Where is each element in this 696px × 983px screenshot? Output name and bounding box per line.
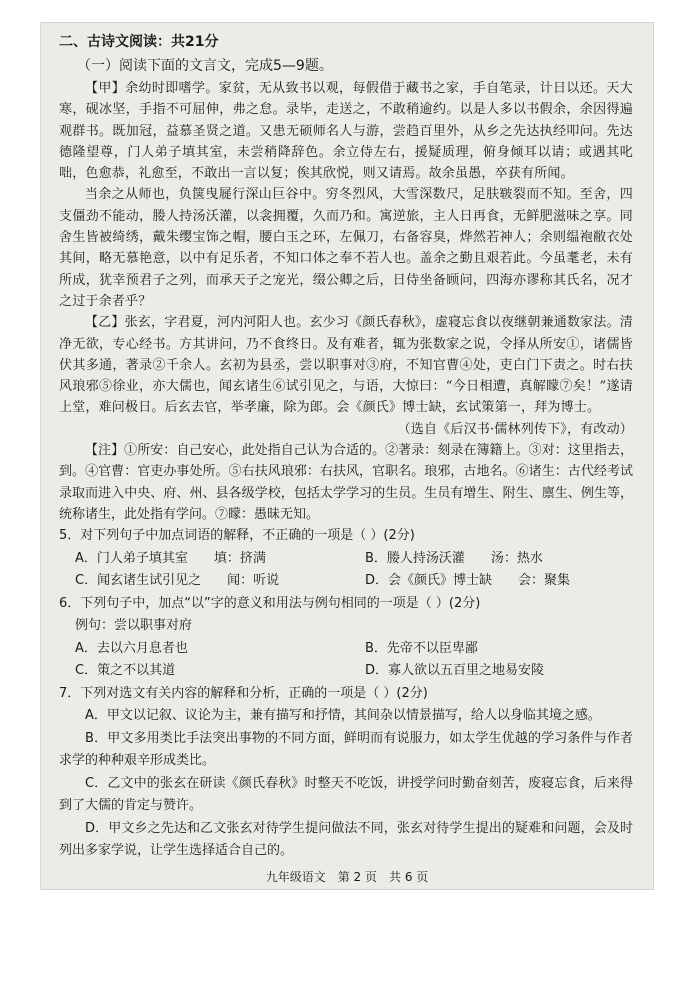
option-b: B．媵人持汤沃灌 汤：热水 (365, 550, 543, 566)
option-c: C．乙文中的张玄在研读《颜氏春秋》时整天不吃饭，讲授学问时勤奋刻苦，废寝忘食，后来得到了大儒的肯定与赞许。 (59, 775, 633, 814)
question-5-stem: 5．对下列句子中加点词语的解释，不正确的一项是（ ）(2分) (59, 528, 415, 544)
option-d: D．甲文乡之先达和乙文张玄对待学生提问做法不同，张玄对待学生提出的疑难和问题，会及时列出多家学说，让学生选择适合自己的。 (59, 820, 633, 859)
question-7 (59, 683, 633, 863)
passage-yi (59, 312, 633, 440)
subsection-instruction: （一）阅读下面的文言文，完成5—9题。 (77, 58, 333, 74)
option-c: C．策之不以其道 (75, 663, 176, 679)
page-footer: 九年级语文 第 2 页 共 6 页 (265, 870, 429, 884)
option-d: D．寡人欲以五百里之地易安陵 (365, 663, 545, 679)
option-a: A．去以六月息者也 (75, 640, 188, 656)
passage-jia (59, 78, 633, 312)
exam-page (40, 22, 654, 890)
passage-jia-paragraph-1: 【甲】余幼时即嗜学。家贫，无从致书以观，每假借于藏书之家，手自笔录，计日以还。天大寒，砚冰坚，手指不可屈伸，弗之怠。录毕，走送之，不敢稍逾约。以是人多以书假余，余因得遍观群书。既加冠，益慕圣贤之道。又患无硕师名人与游，尝趋百里外，从乡之先达执经叩问。先达德隆望尊，门人弟子填其室，未尝稍降辞色。余立侍左右，援疑质理，俯身倾耳以请；或遇其叱咄，色愈恭，礼愈至，不敢出一言以复；俟其欣悦，则又请焉。故余虽愚，卒获有所闻。 (59, 81, 633, 182)
option-b: B．先帝不以臣卑鄙 (365, 640, 478, 656)
option-b: B．甲文多用类比手法突出事物的不同方面，鲜明而有说服力，如太学生优越的学习条件与作者求学的种种艰辛形成类比。 (59, 730, 633, 769)
option-a: A．门人弟子填其室 填：挤满 (75, 550, 266, 566)
question-6 (59, 593, 633, 683)
annotation-notes: 【注】①所安：自己安心，此处指自己认为合适的。②著录：刻录在簿籍上。③对：这里指去，到。④官曹：官吏办事处所。⑤右扶风琅邪：右扶风，官职名。琅邪，古地名。⑥诸生：古代经考试录取而进入中央、府、州、县各级学校，包括太学学习的生员。生员有增生、附生、廪生、例生等，统称诸生，此处指有学问。⑦矇：愚昧无知。 (59, 443, 633, 522)
option-d: D．会《颜氏》博士缺 会：聚集 (365, 573, 571, 589)
option-a: A．甲文以记叙、议论为主，兼有描写和抒情，其间杂以情景描写，给人以身临其境之感。 (85, 708, 601, 724)
question-7-stem: 7．下列对选文有关内容的解释和分析，正确的一项是（ ）(2分) (59, 685, 428, 701)
question-5-options (75, 548, 633, 593)
question-6-options (75, 638, 633, 683)
passage-yi-text: 【乙】张玄，字君夏，河内河阳人也。玄少习《颜氏春秋》，虚寝忘食以夜继朝兼通数家法。清净无欲，专心经书。方其讲问，乃不食终日。及有难者，辄为张数家之说，令择从所安①，诸儒皆伏其多通，著录②千余人。玄初为县丞，尝以职事对③府，不知官曹④处，吏白门下责之。时右扶风琅邪⑤徐业，亦大儒也，闻玄诸生⑥试引见之，与语，大惊曰：“今日相遭，真解矇⑦矣！”遂请上堂，难问极日。后玄去官，举孝廉，除为郎。会《颜氏》博士缺，玄试策第一，拜为博士。 (59, 315, 633, 416)
question-6-example: 例句：尝以职事对府 (75, 618, 193, 634)
section-title: 二、古诗文阅读：共21分 (59, 34, 219, 50)
question-5 (59, 525, 633, 593)
passage-yi-paragraph (59, 312, 633, 440)
option-c: C．闻玄诸生试引见之 闻：听说 (75, 573, 280, 589)
passage-source: （选自《后汉书·儒林列传下》，有改动） (397, 421, 633, 437)
passage-jia-paragraph-2: 当余之从师也，负箧曳屣行深山巨谷中。穷冬烈风，大雪深数尺，足肤皲裂而不知。至舍，四支僵劲不能动，媵人持汤沃灌，以衾拥覆，久而乃和。寓逆旅，主人日再食，无鲜肥滋味之享。同舍生皆被绮绣，戴朱缨宝饰之帽，腰白玉之环，左佩刀，右备容臭，烨然若神人；余则缊袍敝衣处其间，略无慕艳意，以中有足乐者，不知口体之奉不若人也。盖余之勤且艰若此。今虽耄老，未有所成，犹幸预君子之列，而承天子之宠光，缀公卿之后，日侍坐备顾问，四海亦谬称其氏名，况才之过于余者乎？ (59, 187, 633, 309)
question-6-stem: 6．下列句子中，加点“以”字的意义和用法与例句相同的一项是（ ）(2分) (59, 595, 481, 611)
